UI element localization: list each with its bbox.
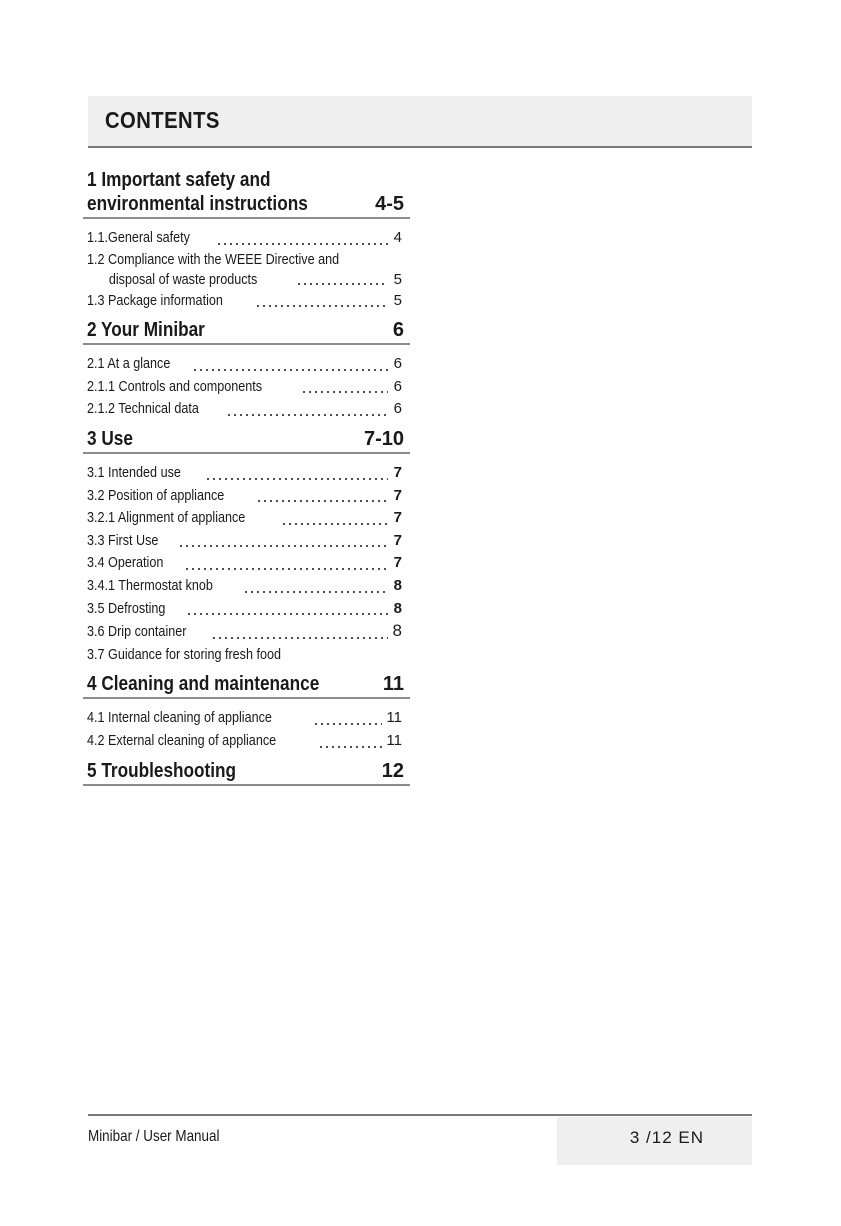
- leader-dots: [205, 478, 388, 480]
- toc-entry[interactable]: [87, 575, 410, 598]
- toc-section-2-heading[interactable]: [83, 318, 410, 345]
- toc-section-3-heading[interactable]: [83, 427, 410, 454]
- leader-dots: [211, 637, 388, 639]
- toc-entry-page: 11: [386, 731, 402, 749]
- toc-entry[interactable]: [87, 398, 410, 421]
- toc-section-2-entries: [83, 345, 410, 427]
- toc-section-4-heading[interactable]: [83, 672, 410, 699]
- toc-entry-page: 7: [393, 554, 402, 572]
- toc-entry-label: 3.4.1 Thermostat knob: [87, 576, 213, 594]
- leader-dots: [318, 746, 382, 748]
- toc-entry-label: 4.2 External cleaning of appliance: [87, 731, 277, 749]
- leader-dots: [301, 391, 388, 393]
- leader-dots: [216, 243, 388, 245]
- toc-entry-label: 4.1 Internal cleaning of appliance: [87, 709, 272, 727]
- contents-header: [88, 96, 752, 148]
- contents-title: CONTENTS: [105, 107, 220, 133]
- toc-entry-label: 3.6 Drip container: [87, 623, 187, 641]
- toc-entry-page: 6: [393, 355, 402, 373]
- leader-dots: [243, 591, 388, 593]
- toc-section-3-pages: 7-10: [363, 427, 404, 450]
- toc-entry-page: 8: [393, 576, 402, 594]
- leader-dots: [255, 305, 388, 307]
- toc-entry-page: 5: [393, 270, 402, 288]
- toc-entry-page: 6: [393, 377, 402, 395]
- toc-section-5-title: 5 Troubleshooting: [87, 759, 237, 782]
- toc-entry-page: 7: [393, 509, 402, 527]
- leader-dots: [226, 414, 388, 416]
- toc-entry[interactable]: [87, 552, 410, 575]
- toc-section-2-pages: 6: [392, 319, 404, 342]
- toc-entry[interactable]: [87, 250, 410, 270]
- leader-dots: [184, 568, 388, 570]
- toc-section-4-title: 4 Cleaning and maintenance: [87, 673, 320, 696]
- toc-section-4-entries: [83, 699, 410, 758]
- toc-entry-label: 3.2 Position of appliance: [87, 486, 225, 504]
- footer-page-number-box: [557, 1117, 752, 1165]
- toc-entry[interactable]: [87, 376, 410, 399]
- toc-entry-page: 5: [393, 291, 402, 309]
- toc-entry[interactable]: [87, 620, 410, 644]
- toc-entry-label: 3.3 First Use: [87, 531, 159, 549]
- toc-section-2-title: 2 Your Minibar: [87, 319, 205, 342]
- toc-entry[interactable]: [87, 462, 410, 485]
- toc-entry[interactable]: [87, 730, 410, 753]
- toc-entry-continuation[interactable]: [87, 270, 410, 290]
- toc-entry-label: 2.1 At a glance: [87, 355, 171, 373]
- toc-entry-label: 3.7 Guidance for storing fresh food: [87, 645, 282, 663]
- toc-entry[interactable]: [87, 290, 410, 313]
- toc-entry-label: 3.4 Operation: [87, 554, 164, 572]
- toc-entry-page: 6: [393, 400, 402, 418]
- toc-entry-label: 2.1.2 Technical data: [87, 400, 199, 418]
- toc-section-1-pages: 4-5: [375, 193, 404, 215]
- toc-section-1-title: [87, 168, 308, 216]
- toc-entry[interactable]: [87, 598, 410, 621]
- leader-dots: [313, 723, 382, 725]
- toc-entry-page: 8: [393, 599, 402, 617]
- toc-entry-label: 1.2 Compliance with the WEEE Directive and: [87, 250, 340, 268]
- toc-entry-label: 1.1.General safety: [87, 229, 190, 246]
- toc-entry[interactable]: [87, 227, 410, 250]
- toc-entry-label: 1.3 Package information: [87, 291, 223, 309]
- toc-entry-page: 8: [392, 621, 402, 641]
- footer-divider: [88, 1114, 752, 1116]
- toc-entry-label: disposal of waste products: [108, 270, 258, 288]
- leader-dots: [281, 523, 388, 525]
- toc-entry-page: 7: [393, 463, 402, 481]
- toc-section-5-pages: 12: [381, 759, 404, 782]
- toc-entry-label: 2.1.1 Controls and components: [87, 377, 263, 395]
- toc-entry[interactable]: [87, 507, 410, 530]
- toc-entry[interactable]: [87, 707, 410, 730]
- leader-dots: [186, 613, 388, 615]
- toc-section-1-title-line-1: 1 Important safety and: [87, 169, 271, 191]
- toc-entry[interactable]: [87, 485, 410, 508]
- toc-entry[interactable]: [87, 353, 410, 376]
- toc-section-5-heading[interactable]: [83, 759, 410, 786]
- toc-section-1-entries: [83, 219, 410, 318]
- toc-entry[interactable]: [87, 644, 410, 667]
- footer-manual-title: Minibar / User Manual: [88, 1128, 220, 1145]
- leader-dots: [178, 545, 388, 547]
- toc-section-3-entries: [83, 454, 410, 672]
- toc-section-1-title-line-2: environmental instructions: [87, 193, 308, 215]
- table-of-contents: [83, 168, 410, 786]
- toc-entry-label: 3.1 Intended use: [87, 463, 181, 481]
- toc-entry-label: 3.5 Defrosting: [87, 599, 166, 617]
- toc-entry-page: 7: [393, 486, 402, 504]
- toc-section-4-pages: 11: [382, 673, 404, 696]
- toc-section-3-title: 3 Use: [87, 427, 133, 450]
- leader-dots: [256, 500, 388, 502]
- toc-entry-page: 4: [393, 229, 402, 246]
- toc-entry-page: 11: [386, 709, 402, 727]
- toc-entry-page: 7: [393, 531, 402, 549]
- toc-entry[interactable]: [87, 530, 410, 553]
- toc-section-1-heading[interactable]: [83, 168, 410, 219]
- leader-dots: [192, 369, 388, 371]
- toc-entry-label: 3.2.1 Alignment of appliance: [87, 509, 246, 527]
- leader-dots: [296, 283, 388, 285]
- footer-page-number: 3 /12 EN: [629, 1128, 704, 1147]
